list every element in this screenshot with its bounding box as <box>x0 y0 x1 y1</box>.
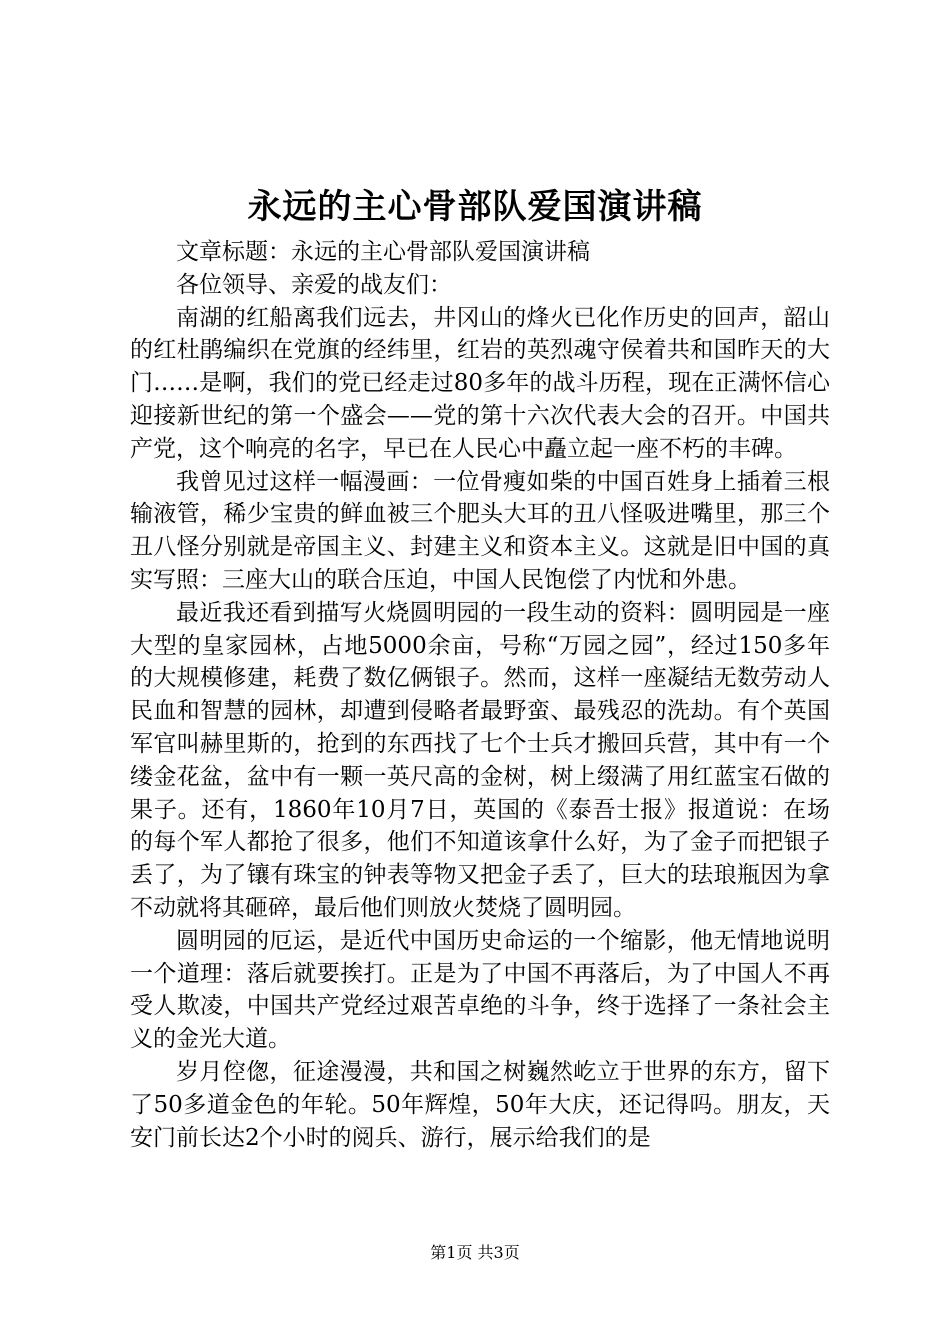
salutation: 各位领导、亲爱的战友们： <box>176 271 452 298</box>
body-paragraph: 最近我还看到描写火烧圆明园的一段生动的资料：圆明园是一座大型的皇家园林，占地5000余亩，号称“万园之园”，经过150多年的大规模修建，耗费了数亿俩银子。然而，这样一座凝结无数劳动人民血和智慧的园林，却遭到侵略者最野蛮、最残忍的洗劫。有个英国军官叫赫里斯的，抢到的东西找了七个士兵才搬回兵营，其中有一个缕金花盆，盆中有一颗一英尺高的金树，树上缀满了用红蓝宝石做的果子。还有，1860年10月7日，英国的《泰吾士报》报道说：在场的每个军人都抢了很多，他们不知道该拿什么好，为了金子而把银子丢了，为了镶有珠宝的钟表等物又把金子丢了，巨大的珐琅瓶因为拿不动就将其砸碎，最后他们则放火焚烧了圆明园。 <box>130 599 830 921</box>
article-title-line: 文章标题：永远的主心骨部队爱国演讲稿 <box>176 239 590 265</box>
document-body <box>130 236 830 1154</box>
page-footer: 第1页 共3页 <box>430 1243 520 1262</box>
body-paragraph: 岁月倥偬，征途漫漫，共和国之树巍然屹立于世界的东方，留下了50多道金色的年轮。50年辉煌，50年大庆，还记得吗。朋友，天安门前长达2个小时的阅兵、游行，展示给我们的是 <box>130 1058 830 1151</box>
body-paragraph: 我曾见过这样一幅漫画：一位骨瘦如柴的中国百姓身上插着三根输液管，稀少宝贵的鲜血被三个肥头大耳的丑八怪吸进嘴里，那三个丑八怪分别就是帝国主义、封建主义和资本主义。这就是旧中国的真实写照：三座大山的联合压迫，中国人民饱偿了内忧和外患。 <box>130 468 830 593</box>
document-title: 永远的主心骨部队爱国演讲稿 <box>247 187 703 227</box>
body-paragraph: 圆明园的厄运，是近代中国历史命运的一个缩影，他无情地说明一个道理：落后就要挨打。正是为了中国不再落后，为了中国人不再受人欺凌，中国共产党经过艰苦卓绝的斗争，终于选择了一条社会主义的金光大道。 <box>130 927 830 1053</box>
body-paragraph: 南湖的红船离我们远去，井冈山的烽火已化作历史的回声，韶山的红杜鹃编织在党旗的经纬里，红岩的英烈魂守侯着共和国昨天的大门……是啊，我们的党已经走过80多年的战斗历程，现在正满怀信心迎接新世纪的第一个盛会——党的第十六次代表大会的召开。中国共产党，这个响亮的名字，早已在人民心中矗立起一座不朽的丰碑。 <box>130 304 830 462</box>
